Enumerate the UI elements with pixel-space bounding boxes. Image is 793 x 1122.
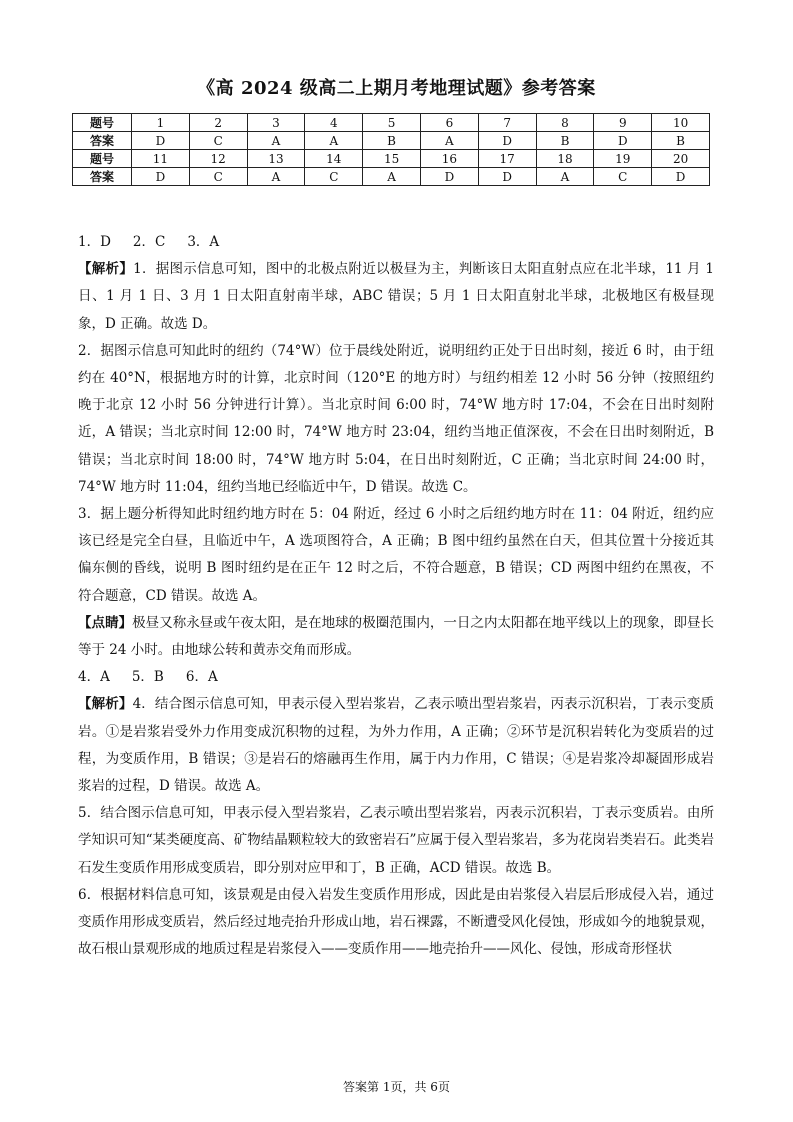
answer-cell: D bbox=[132, 132, 190, 150]
question-number-cell: 5 bbox=[363, 114, 421, 132]
answer-cell: D bbox=[652, 168, 710, 186]
answer-summary-item: 4．A bbox=[78, 669, 110, 686]
paragraph-tag: 【解析】 bbox=[78, 261, 134, 278]
answer-table bbox=[72, 113, 710, 186]
question-number-header: 题号 bbox=[73, 114, 132, 132]
answer-cell: D bbox=[420, 168, 478, 186]
answer-cell: B bbox=[363, 132, 421, 150]
paragraph-text: 4．结合图示信息可知，甲表示侵入型岩浆岩，乙表示喷出型岩浆岩，丙表示沉积岩，丁表示变质岩。①是岩浆岩受外力作用变成沉积物的过程，为外力作用，A 正确；②环节是沉积岩转化为变质岩的过程，为变质作用，B 错误；③是岩石的熔融再生作用，属于内力作用，C 错误；④是岩浆冷却凝固形成岩浆岩的过程，D 错误。故选 A。 bbox=[78, 696, 714, 795]
explanation-paragraph: 3．据上题分析得知此时纽约地方时在 5：04 附近，经过 6 小时之后纽约地方时在 11：04 附近，纽约应该已经是完全白昼，且临近中午，A 选项图符合，A 正确；B 图中纽约虽然在白天，但其位置十分接近其偏东侧的昏线，说明 B 图时纽约是在正午 12 时之后，不符合题意，B 错误；CD 两图中纽约在黑夜，不符合题意，CD 错误。故选 A。 bbox=[78, 506, 714, 604]
answer-cell: D bbox=[594, 132, 652, 150]
explanation-content bbox=[78, 229, 714, 963]
answer-cell: B bbox=[536, 132, 594, 150]
answer-header: 答案 bbox=[73, 168, 132, 186]
question-number-cell: 20 bbox=[652, 150, 710, 168]
question-number-cell: 13 bbox=[247, 150, 305, 168]
answer-cell: C bbox=[305, 168, 363, 186]
question-number-cell: 7 bbox=[478, 114, 536, 132]
answer-cell: D bbox=[478, 168, 536, 186]
answer-cell: A bbox=[247, 168, 305, 186]
question-number-cell: 11 bbox=[132, 150, 190, 168]
answer-cell: D bbox=[478, 132, 536, 150]
answer-cell: A bbox=[305, 132, 363, 150]
answer-cell: D bbox=[132, 168, 190, 186]
answer-summary-item: 6．A bbox=[185, 669, 218, 686]
question-number-cell: 19 bbox=[594, 150, 652, 168]
explanation-paragraph: 6．根据材料信息可知，该景观是由侵入岩发生变质作用形成，因此是由岩浆侵入岩层后形成侵入岩，通过变质作用形成变质岩，然后经过地壳抬升形成山地，岩石裸露，不断遭受风化侵蚀，形成如今的地貌景观，故石根山景观形成的地质过程是岩浆侵入——变质作用——地壳抬升——风化、侵蚀，形成奇形怪状 bbox=[78, 886, 714, 958]
explanation-paragraph: 5．结合图示信息可知，甲表示侵入型岩浆岩，乙表示喷出型岩浆岩，丙表示沉积岩，丁表示变质岩。由所学知识可知“某类硬度高、矿物结晶颗粒较大的致密岩石”应属于侵入型岩浆岩，多为花岗岩类岩石。此类岩石发生变质作用形成变质岩，即分别对应甲和丁，B 正确，ACD 错误。故选 B。 bbox=[78, 805, 714, 876]
tagged-paragraph bbox=[78, 610, 714, 664]
answer-cell: A bbox=[420, 132, 478, 150]
answer-row bbox=[73, 168, 710, 186]
question-number-header: 题号 bbox=[73, 150, 132, 168]
question-number-cell: 6 bbox=[420, 114, 478, 132]
answer-summary-line bbox=[78, 229, 714, 256]
paragraph-text: 极昼又称永昼或午夜太阳，是在地球的极圈范围内，一日之内太阳都在地平线以上的现象，即昼长等于 24 小时。由地球公转和黄赤交角而形成。 bbox=[78, 614, 715, 659]
question-number-cell: 16 bbox=[420, 150, 478, 168]
question-number-cell: 3 bbox=[247, 114, 305, 132]
tagged-paragraph bbox=[78, 256, 714, 338]
page-title: 《高 2024 级高二上期月考地理试题》参考答案 bbox=[197, 78, 596, 99]
question-number-cell: 9 bbox=[594, 114, 652, 132]
question-number-row bbox=[73, 114, 710, 132]
question-number-cell: 12 bbox=[189, 150, 247, 168]
question-number-row bbox=[73, 150, 710, 168]
tagged-paragraph bbox=[78, 691, 714, 800]
answer-summary-item: 5．B bbox=[131, 669, 164, 686]
answer-cell: B bbox=[652, 132, 710, 150]
question-number-cell: 17 bbox=[478, 150, 536, 168]
answer-cell: C bbox=[189, 132, 247, 150]
paragraph-text: 1．据图示信息可知，图中的北极点附近以极昼为主，判断该日太阳直射点应在北半球，11 月 1 日、1 月 1 日、3 月 1 日太阳直射南半球，ABC 错误；5 月 1 日太阳直射北半球，北极地区有极昼现象，D 正确。故选 D。 bbox=[78, 261, 714, 332]
question-number-cell: 1 bbox=[132, 114, 190, 132]
paragraph-tag: 【点睛】 bbox=[78, 614, 133, 631]
answer-summary-item: 2．C bbox=[132, 234, 166, 250]
answer-summary-line bbox=[78, 664, 714, 691]
answer-header: 答案 bbox=[73, 132, 132, 150]
paragraph-tag: 【解析】 bbox=[78, 696, 133, 713]
question-number-cell: 10 bbox=[652, 114, 710, 132]
question-number-cell: 14 bbox=[305, 150, 363, 168]
answer-row bbox=[73, 132, 710, 150]
answer-cell: A bbox=[363, 168, 421, 186]
answer-cell: C bbox=[189, 168, 247, 186]
question-number-cell: 15 bbox=[363, 150, 421, 168]
question-number-cell: 18 bbox=[536, 150, 594, 168]
explanation-paragraph: 2．据图示信息可知此时的纽约（74°W）位于晨线处附近，说明纽约正处于日出时刻，接近 6 时，由于纽约在 40°N，根据地方时的计算，北京时间（120°E 的地方时）与纽约相差 12 小时 56 分钟（按照纽约晚于北京 12 小时 56 分钟进行计算）。当北京时间 6:00 时，74°W 地方时 17:04，不会在日出时刻附近，A 错误；当北京时间 12:00 时，74°W 地方时 23:04，纽约当地正值深夜，不会在日出时刻附近，B 错误；当北京时间 18:00 时，74°W 地方时 5:04，在日出时刻附近，C 正确；当北京时间 24:00 时，74°W 地方时 11:04，纽约当地已经临近中午，D 错误。故选 C。 bbox=[78, 342, 714, 495]
question-number-cell: 4 bbox=[305, 114, 363, 132]
question-number-cell: 8 bbox=[536, 114, 594, 132]
answer-cell: A bbox=[536, 168, 594, 186]
page-footer: 答案第 1页，共 6页 bbox=[343, 1080, 450, 1094]
question-number-cell: 2 bbox=[189, 114, 247, 132]
answer-cell: A bbox=[247, 132, 305, 150]
answer-summary-item: 1．D bbox=[78, 234, 111, 250]
answer-summary-item: 3．A bbox=[187, 234, 220, 250]
answer-cell: C bbox=[594, 168, 652, 186]
